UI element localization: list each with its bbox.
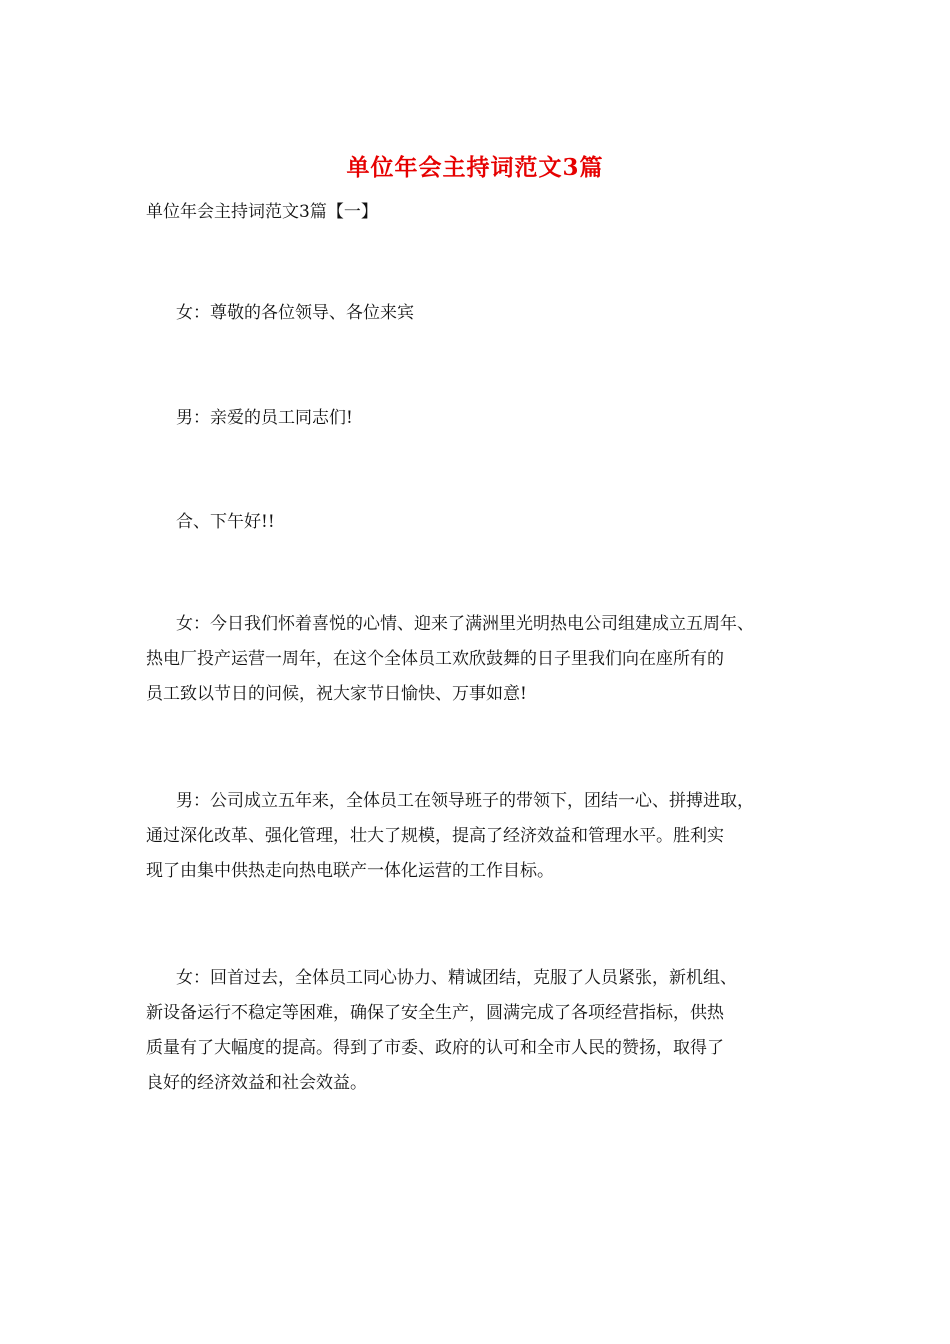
paragraph-line: 热电厂投产运营一周年，在这个全体员工欢欣鼓舞的日子里我们向在座所有的 [146,649,724,669]
paragraph-line: 合、下午好!! [176,512,275,532]
paragraph-line: 良好的经济效益和社会效益。 [146,1073,367,1093]
paragraph [146,607,816,712]
paragraph-line: 女：尊敬的各位领导、各位来宾 [176,303,414,323]
paragraph-line: 现了由集中供热走向热电联产一体化运营的工作目标。 [146,861,554,881]
paragraph-line: 男：亲爱的员工同志们! [176,408,353,428]
paragraph [146,401,816,436]
paragraph-line: 男：公司成立五年来，全体员工在领导班子的带领下，团结一心、拼搏进取， [176,791,754,811]
document-title: 单位年会主持词范文3篇 [346,154,604,181]
paragraph-line: 新设备运行不稳定等困难，确保了安全生产，圆满完成了各项经营指标，供热 [146,1003,724,1023]
paragraph-line: 女：回首过去，全体员工同心协力、精诚团结，克服了人员紧张，新机组、 [176,968,737,988]
paragraph-line: 通过深化改革、强化管理，壮大了规模，提高了经济效益和管理水平。胜利实 [146,826,724,846]
paragraph [146,961,816,1101]
section-heading: 单位年会主持词范文3篇【一】 [146,202,378,222]
paragraph-line: 员工致以节日的问候，祝大家节日愉快、万事如意! [146,684,527,704]
paragraph-line: 女：今日我们怀着喜悦的心情、迎来了满洲里光明热电公司组建成立五周年、 [176,614,754,634]
paragraph [146,784,816,889]
paragraph [146,296,816,331]
paragraph-line: 质量有了大幅度的提高。得到了市委、政府的认可和全市人民的赞扬，取得了 [146,1038,724,1058]
paragraph [146,505,816,540]
